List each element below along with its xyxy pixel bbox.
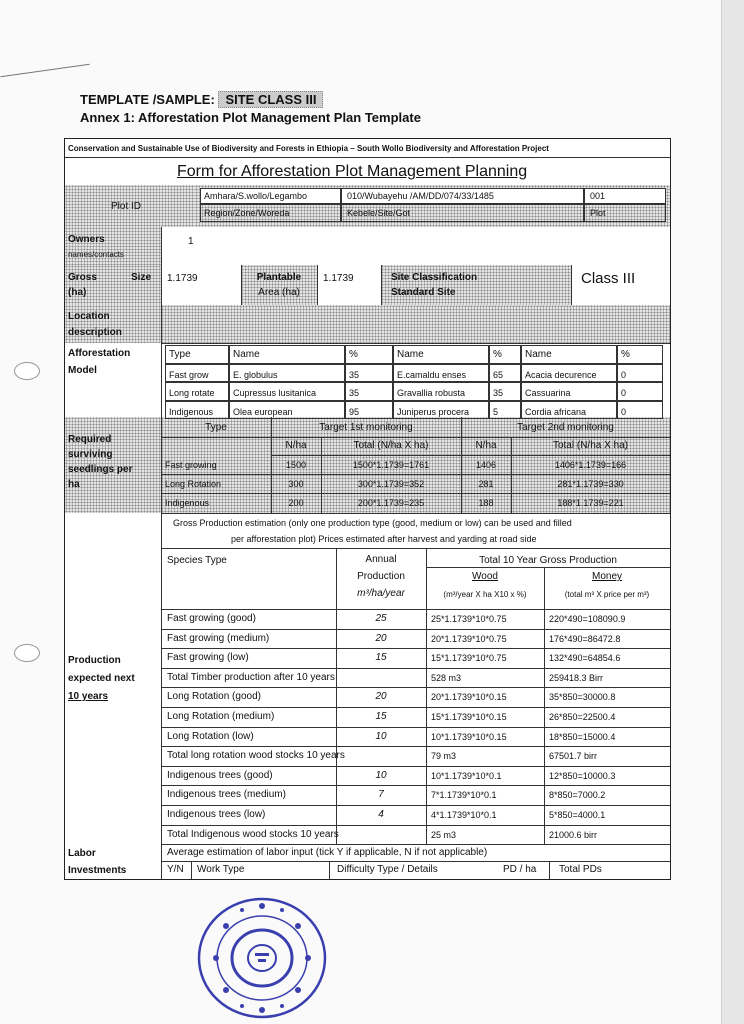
- seedlings-table: Type Target 1st monitoring Target 2nd monitoring N/ha Total (N/ha X ha) N/ha Total (N/ha X ha) Fast growing 1500 1500*1.1739=1761 1406 1406*1.1739=166 Long Rotation 300 300*1.1739=352 281 281*1.1739=330 Indigenous 200 200*1.1739=235 188 188*1.1739=221: [161, 417, 670, 513]
- seedling-value: 300: [288, 479, 304, 489]
- production-row-value: 10: [375, 769, 387, 781]
- production-table: Gross Production estimation (only one production type (good, medium or low) can be used and filled per afforestation plot) Prices estimated after harvest and yarding at road side Species Type Annual Production m³/ha/year Total 10 Year Gross Production Wood (m³/year X ha X10 x %) Money (total m³ X price per m³) Fast growing (good) 25 25*1.1739*10*0.75 220*490=108090.9 Fast growing (medium) 20 20*1.1739*10*0.75 176*490=86472.8 Fast growing (low) 15 15*1.1739*10*0.75 132*490=64854.6 Total Timber production after 10 years 528 m3 259418.3 Birr Long Rotation (good) 20 20*1.1739*10*0.15 35*850=30000.8 Long Rotation (medium) 15 15*1.1739*10*0.15 26*850=22500.4 Long Rotation (low) 10 10*1.1739*10*0.15 18*850=15000.4 Total long rotation wood stocks 10 years 79 m3 67501.7 birr Indigenous trees (good) 10 10*1.1739*10*0.1 12*850=10000.3 Indigenous trees (medium) 7 7*1.1739*10*0.1 8*850=7000.2 Indigenous trees (low) 4 4*1.1739*10*0.1 5*850=4000.1 Total Indigenous wood stocks 10 years 25 m3 21000.6 birr: [161, 513, 670, 844]
- seedling-value: 188*1.1739=221: [557, 498, 624, 508]
- seedling-type: Fast growing: [165, 460, 217, 470]
- production-row-value: 15*1.1739*10*0.75: [431, 653, 507, 664]
- seedlings-label-cell: Required surviving seedlings per ha: [65, 417, 161, 513]
- seedling-value: 188: [478, 498, 494, 508]
- afforestation-cell: Olea european: [229, 401, 345, 420]
- production-row-value: 5*850=4000.1: [549, 810, 606, 820]
- production-row-label: Long Rotation (medium): [167, 711, 275, 722]
- afforestation-cell: 65: [489, 364, 521, 383]
- site-class-highlight: SITE CLASS III: [218, 91, 323, 108]
- kebele-label: Kebele/Site/Got: [347, 208, 411, 218]
- production-row-value: 8*850=7000.2: [549, 790, 606, 801]
- owners-label-cell: Owners names/contacts: [65, 227, 161, 265]
- seedling-value: 1406: [475, 460, 497, 470]
- afforestation-cell: 5: [489, 401, 521, 420]
- afforestation-cell: Indigenous: [165, 401, 229, 420]
- production-note-2: per afforestation plot) Prices estimated after harvest and yarding at road side: [231, 534, 537, 544]
- afforestation-cell: Cassuarina: [521, 382, 617, 401]
- kebele-value: 010/Wubayehu /AM/DD/074/33/1485: [347, 191, 494, 201]
- plot-id-row: [195, 185, 670, 227]
- seedling-value: 200*1.1739=235: [357, 498, 425, 508]
- site-classification-label-cell: Site Classification Standard Site: [381, 265, 571, 305]
- plot-label: Plot: [590, 208, 606, 218]
- afforestation-header-cell: %: [489, 345, 521, 364]
- production-row-value: 4: [378, 809, 384, 820]
- production-row-value: 35*850=30000.8: [549, 692, 616, 703]
- production-row-label: Long Rotation (good): [167, 691, 261, 703]
- production-row-value: 220*490=108090.9: [549, 614, 626, 624]
- production-row-value: 15*1.1739*10*0.15: [431, 712, 507, 722]
- afforestation-cell: 95: [345, 401, 393, 420]
- gross-size-label-cell: Gross Size (ha): [65, 265, 161, 305]
- production-row-value: 79 m3: [431, 751, 457, 762]
- punch-hole: [14, 644, 40, 662]
- region-label: Region/Zone/Woreda: [204, 208, 290, 218]
- production-row-value: 15: [375, 711, 387, 722]
- form-title: Form for Afforestation Plot Management Planning: [177, 163, 528, 180]
- official-seal-stamp: [196, 896, 328, 1020]
- afforestation-cell: Acacia decurence: [521, 364, 617, 383]
- production-row-value: 10: [375, 730, 387, 742]
- afforestation-cell: E.camaldu enses: [393, 364, 489, 383]
- target-2-header: Target 2nd monitoring: [517, 422, 614, 433]
- production-row-label: Fast growing (medium): [167, 632, 270, 644]
- seedling-value: 1406*1.1739=166: [554, 460, 627, 470]
- production-row-label: Total long rotation wood stocks 10 years: [167, 750, 345, 762]
- afforestation-cell: Cordia africana: [521, 401, 617, 420]
- production-row-value: 7: [378, 789, 384, 801]
- production-row-value: 528 m3: [431, 672, 462, 683]
- production-row-value: 67501.7 birr: [549, 751, 598, 762]
- production-row-value: 20*1.1739*10*0.75: [431, 633, 507, 644]
- afforestation-cell: 0: [617, 382, 663, 401]
- production-row-value: 25: [375, 613, 387, 624]
- production-row-value: 7*1.1739*10*0.1: [431, 790, 497, 801]
- production-row-label: Total Timber production after 10 years: [167, 671, 335, 683]
- production-row-value: 132*490=64854.6: [549, 653, 621, 664]
- seedling-value: 1500: [285, 460, 307, 470]
- afforestation-header-cell: Type: [165, 345, 229, 364]
- seedlings-type-header: Type: [205, 422, 227, 433]
- production-row-value: 20*1.1739*10*0.15: [431, 692, 507, 703]
- afforestation-cell: 35: [345, 364, 393, 383]
- production-row-value: 20: [375, 691, 387, 703]
- location-label-cell: Location description: [65, 305, 161, 343]
- species-type-header: Species Type: [167, 555, 227, 566]
- seedling-value: 200: [288, 498, 304, 508]
- scan-mark: [0, 64, 89, 78]
- production-row-label: Total Indigenous wood stocks 10 years: [167, 828, 339, 840]
- site-class-value-cell: [571, 265, 670, 305]
- production-row-value: 12*850=10000.3: [549, 770, 616, 781]
- punch-hole: [14, 362, 40, 380]
- labor-note: Average estimation of labor input (tick Y if applicable, N if not applicable): [167, 847, 488, 858]
- plot-id-label-cell: Plot ID: [65, 185, 195, 227]
- production-row-value: 15: [375, 652, 387, 664]
- plantable-area-label-cell: Plantable Area (ha): [241, 265, 317, 305]
- location-value-cell: [161, 305, 670, 343]
- afforestation-header-cell: %: [617, 345, 663, 364]
- seedling-value: 281*1.1739=330: [557, 479, 624, 489]
- production-row-label: Long Rotation (low): [167, 730, 254, 742]
- afforestation-cell: Long rotate: [165, 382, 229, 401]
- target-1-header: Target 1st monitoring: [319, 422, 413, 433]
- afforestation-cell: 35: [345, 382, 393, 401]
- production-row-value: 10*1.1739*10*0.1: [431, 770, 502, 781]
- afforestation-cell: Fast grow: [165, 364, 229, 383]
- page-edge: [721, 0, 744, 1024]
- region-value: Amhara/S.wollo/Legambo: [204, 191, 308, 201]
- seedling-type: Long Rotation: [165, 479, 222, 489]
- seedling-value: 1500*1.1739=1761: [352, 460, 430, 470]
- afforestation-cell: 0: [617, 401, 663, 420]
- production-row-value: 26*850=22500.4: [549, 712, 616, 722]
- owners-value-cell: 1: [161, 227, 670, 265]
- production-row-label: Indigenous trees (medium): [167, 789, 286, 801]
- afforestation-model-label-cell: Afforestation Model: [65, 343, 161, 417]
- production-row-value: 4*1.1739*10*0.1: [431, 810, 497, 820]
- afforestation-cell: E. globulus: [229, 364, 345, 383]
- production-row-value: 259418.3 Birr: [549, 672, 604, 683]
- production-row-value: 10*1.1739*10*0.15: [431, 731, 507, 742]
- labor-label-cell: Labor Investments: [65, 844, 161, 879]
- production-label-cell: Production expected next 10 years: [65, 513, 161, 844]
- production-row-label: Fast growing (low): [167, 652, 249, 664]
- production-row-value: 20: [375, 632, 387, 644]
- plantable-area-value-cell: 1.1739: [317, 265, 381, 305]
- production-row-label: Indigenous trees (good): [167, 769, 273, 781]
- production-row-label: Indigenous trees (low): [167, 809, 266, 820]
- afforestation-cell: Gravallia robusta: [393, 382, 489, 401]
- total-10-year-header: Total 10 Year Gross Production: [479, 555, 617, 566]
- afforestation-cell: Juniperus procera: [393, 401, 489, 420]
- afforestation-header-cell: %: [345, 345, 393, 364]
- template-heading: TEMPLATE /SAMPLE: SITE CLASS III: [80, 92, 323, 107]
- production-note-1: Gross Production estimation (only one production type (good, medium or low) can be used and filled: [173, 518, 572, 528]
- plot-value: 001: [590, 191, 606, 201]
- management-form: [64, 138, 671, 880]
- seedling-value: 281: [478, 479, 494, 489]
- production-row-value: 25*1.1739*10*0.75: [431, 614, 507, 624]
- afforestation-header-cell: Name: [393, 345, 489, 364]
- seedling-type: Indigenous: [165, 498, 210, 508]
- annex-title: Annex 1: Afforestation Plot Management Plan Template: [80, 110, 421, 125]
- production-row-value: 176*490=86472.8: [549, 633, 621, 644]
- afforestation-cell: Cupressus lusitanica: [229, 382, 345, 401]
- afforestation-cell: 0: [617, 364, 663, 383]
- site-class-value: Class III: [581, 270, 636, 287]
- project-line: Conservation and Sustainable Use of Biodiversity and Forests in Ethiopia – South Wollo Biodiversity and Afforestation Project: [68, 144, 549, 153]
- labor-table: Average estimation of labor input (tick Y if applicable, N if not applicable) Y/N Work Type Difficulty Type / Details PD / ha Total PDs: [161, 844, 670, 879]
- gross-size-value-cell: 1.1739: [161, 265, 241, 305]
- production-row-label: Fast growing (good): [167, 613, 256, 624]
- afforestation-cell: 35: [489, 382, 521, 401]
- production-row-value: 25 m3: [431, 829, 457, 840]
- afforestation-header-cell: Name: [521, 345, 617, 364]
- production-row-value: 18*850=15000.4: [549, 731, 616, 742]
- production-row-value: 21000.6 birr: [549, 829, 598, 840]
- afforestation-header-cell: Name: [229, 345, 345, 364]
- seedling-value: 300*1.1739=352: [357, 479, 425, 489]
